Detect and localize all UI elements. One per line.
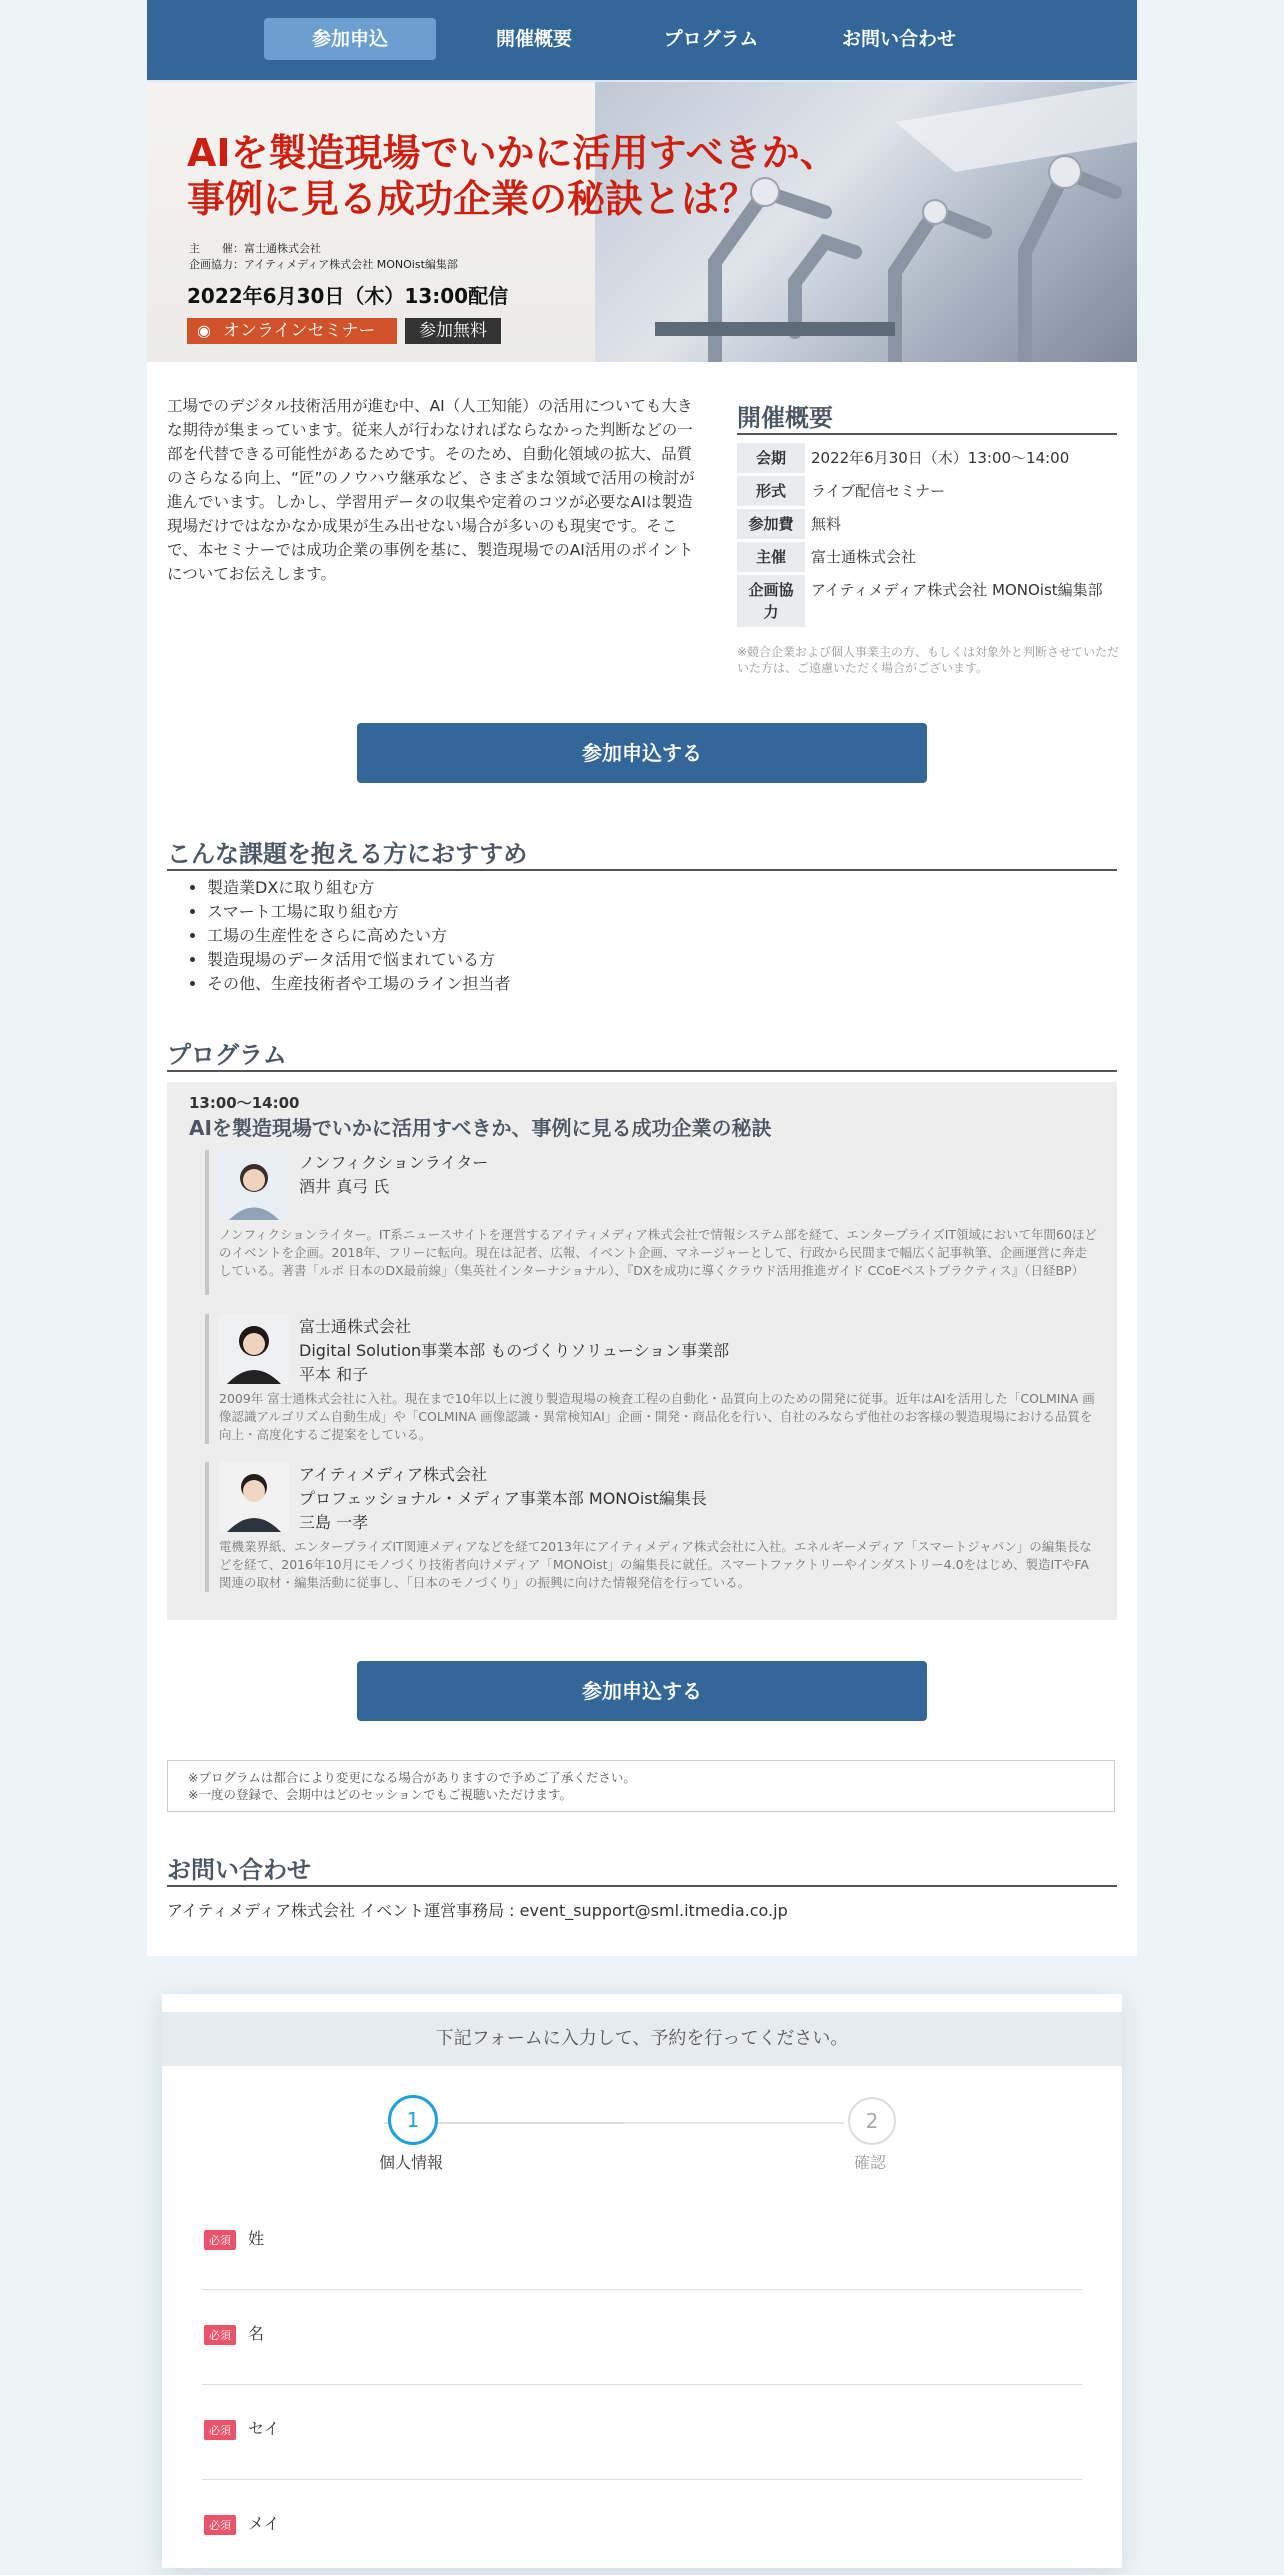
required-badge: 必須 xyxy=(204,2230,236,2250)
speaker-dept: Digital Solution事業本部 ものづくりソリューション事業部 xyxy=(299,1341,730,1360)
outline-heading: 開催概要 xyxy=(737,398,1117,435)
outline-row xyxy=(737,443,1117,473)
contact-heading: お問い合わせ xyxy=(167,1850,1117,1887)
outline-key: 会期 xyxy=(737,443,805,473)
form-banner: 下記フォームに入力して、予約を行ってください。 xyxy=(162,2012,1122,2066)
outline-value: 富士通株式会社 xyxy=(811,548,917,566)
top-nav xyxy=(147,0,1137,82)
list-item: • 製造業DXに取り組む方 xyxy=(207,876,511,900)
step-1-label: 個人情報 xyxy=(378,2153,443,2172)
required-badge: 必須 xyxy=(204,2325,236,2345)
hero-title xyxy=(187,130,867,222)
field-label: 姓 xyxy=(248,2229,265,2248)
wifi-icon: ◉ xyxy=(197,321,211,340)
intro-text: 工場でのデジタル技術活用が進む中、AI（人工知能）の活用についても大きな期待が集まっています。従来人が行わなければならなかった判断などの一部を代替できる可能性があるためです。そのため、自動化領域の拡大、品質のさらなる向上、“匠”のノウハウ継承など、さまざまな領域で活用の検討が進んでいます。しかし、学習用データの収集や定着のコツが必要なAIは製造現場だけではなかなか成果が生み出せない場合が多いのも現実です。そこで、本セミナーでは成功企業の事例を基に、製造現場でのAI活用のポイントについてお伝えします。 xyxy=(167,397,695,583)
last-name-field[interactable] xyxy=(202,2194,1082,2290)
robot-arms-photo xyxy=(595,82,1137,362)
speaker-bio: ノンフィクションライター。IT系ニュースサイトを運営するアイティメディア株式会社で情報システム部を経て、エンタープライズIT領域において年間60ほどのイベントを企画。2018年、フリーに転向。現在は記者、広報、イベント企画、マネージャーとして、行政から民間まで幅広く記事執筆、企画運営に奔走している。著書「ルポ 日本のDX最前線」（集英社インターナショナル）、『DXを成功に導くクラウド活用推進ガイド CCoEベストプラクティス』（日経BP） xyxy=(219,1227,1097,1278)
required-badge: 必須 xyxy=(204,2420,236,2440)
hero-datetime: 2022年6月30日（木）13:00配信 xyxy=(187,284,509,308)
outline-table xyxy=(737,440,1117,630)
recommend-list xyxy=(167,876,511,996)
last-name-kana-field[interactable] xyxy=(202,2384,1082,2480)
apply-button[interactable]: 参加申込する xyxy=(357,723,927,783)
hero-title-line2: 事例に見る成功企業の秘訣とは？ xyxy=(187,177,758,221)
notice-line: ※一度の登録で、会期中はどのセッションでもご視聴いただけます。 xyxy=(188,1787,572,1802)
field-label: 名 xyxy=(248,2324,265,2343)
notice-line: ※プログラムは都合により変更になる場合がありますので予めご了承ください。 xyxy=(188,1770,636,1785)
nav-contact[interactable]: お問い合わせ xyxy=(841,28,956,50)
avatar xyxy=(219,1462,289,1532)
online-seminar-badge xyxy=(187,318,397,344)
list-item: • 製造現場のデータ活用で悩まれている方 xyxy=(207,948,511,972)
program-time: 13:00～14:00 xyxy=(189,1094,300,1112)
step-progress-line xyxy=(624,2122,844,2124)
speaker-bio: 電機業界紙、エンタープライズIT関連メディアなどを経て2013年にアイティメディア株式会社に入社。エネルギーメディア「スマートジャパン」の編集長などを経て、2016年10月にモノづくり技術者向けメディア「MONOist」の編集長に就任。スマートファクトリーやインダストリー4.0をはじめ、製造ITやFA関連の取材・編集活動に従事し、「日本のモノづくり」の振興に向けた情報発信を行っている。 xyxy=(219,1539,1092,1590)
speaker-2 xyxy=(205,1314,1099,1444)
outline-key: 主催 xyxy=(737,542,805,572)
outline-value: 2022年6月30日（木）13:00～14:00 xyxy=(811,449,1070,467)
step-2-circle: 2 xyxy=(848,2097,896,2145)
speaker-name: 酒井 真弓 氏 xyxy=(299,1177,390,1196)
field-label: セイ xyxy=(248,2419,280,2438)
speaker-3 xyxy=(205,1462,1099,1592)
speaker-name: 平本 和子 xyxy=(299,1365,369,1384)
program-box xyxy=(167,1082,1117,1620)
field-label: メイ xyxy=(248,2514,280,2533)
outline-row xyxy=(737,575,1117,627)
free-badge: 参加無料 xyxy=(405,318,501,344)
hero-title-line1: AIを製造現場でいかに活用すべきか、 xyxy=(187,131,838,175)
nav-outline[interactable]: 開催概要 xyxy=(495,28,572,50)
outline-row xyxy=(737,509,1117,539)
speaker-bio: 2009年 富士通株式会社に入社。現在まで10年以上に渡り製造現場の検査工程の自動化・品質向上のための開発に従事。近年はAIを活用した「COLMINA 画像認識アルゴリズム自動生成」や「COLMINA 画像認識・異常検知AI」企画・開発・商品化を行い、自社のみならず他社のお客様の製造現場における品質を向上・高度化するご提案をしている。 xyxy=(219,1391,1095,1442)
reservation-form xyxy=(162,1994,1122,2568)
avatar xyxy=(219,1150,289,1220)
avatar xyxy=(219,1314,289,1384)
online-badge-label: オンラインセミナー xyxy=(223,321,376,341)
nav-program[interactable]: プログラム xyxy=(663,28,759,50)
contact-text: アイティメディア株式会社 イベント運営事務局 : event_support@sml.itmedia.co.jp xyxy=(167,1901,788,1920)
list-item: • その他、生産技術者や工場のライン担当者 xyxy=(207,972,511,996)
hero-banner xyxy=(147,82,1137,362)
outline-value: 無料 xyxy=(811,515,842,533)
speaker-name: 三島 一孝 xyxy=(299,1513,369,1532)
program-title: AIを製造現場でいかに活用すべきか、事例に見る成功企業の秘訣 xyxy=(189,1116,772,1140)
outline-key: 参加費 xyxy=(737,509,805,539)
required-badge: 必須 xyxy=(204,2515,236,2535)
speaker-org: アイティメディア株式会社 xyxy=(299,1465,488,1484)
outline-key: 企画協力 xyxy=(737,575,805,627)
speaker-dept: プロフェッショナル・メディア事業本部 MONOist編集長 xyxy=(299,1489,707,1508)
program-notice xyxy=(167,1760,1115,1812)
program-heading: プログラム xyxy=(167,1035,1117,1072)
outline-key: 形式 xyxy=(737,476,805,506)
speaker-1 xyxy=(205,1150,1099,1295)
step-2-label: 確認 xyxy=(853,2153,886,2172)
first-name-field[interactable] xyxy=(202,2289,1082,2385)
outline-value: ライブ配信セミナー xyxy=(811,482,946,500)
recommend-heading: こんな課題を抱える方におすすめ xyxy=(167,834,1117,871)
list-item: • 工場の生産性をさらに高めたい方 xyxy=(207,924,511,948)
speaker-org: 富士通株式会社 xyxy=(299,1317,412,1336)
list-item: • スマート工場に取り組む方 xyxy=(207,900,511,924)
outline-value: アイティメディア株式会社 MONOist編集部 xyxy=(811,581,1103,599)
first-name-kana-field[interactable] xyxy=(202,2479,1082,2575)
hero-host: 主 催：富士通株式会社 xyxy=(189,242,321,255)
hero-cooperation: 企画協力：アイティメディア株式会社 MONOist編集部 xyxy=(189,258,458,271)
step-1-circle: 1 xyxy=(388,2095,438,2145)
outline-row xyxy=(737,542,1117,572)
outline-note: ※競合企業および個人事業主の方、もしくは対象外と判断させていただいた方は、ご遠慮いただく場合がございます。 xyxy=(737,645,1120,675)
outline-row xyxy=(737,476,1117,506)
apply-button-bottom[interactable]: 参加申込する xyxy=(357,1661,927,1721)
page-content xyxy=(147,0,1137,1956)
speaker-org: ノンフィクションライター xyxy=(299,1153,489,1172)
nav-apply[interactable]: 参加申込 xyxy=(264,18,436,60)
